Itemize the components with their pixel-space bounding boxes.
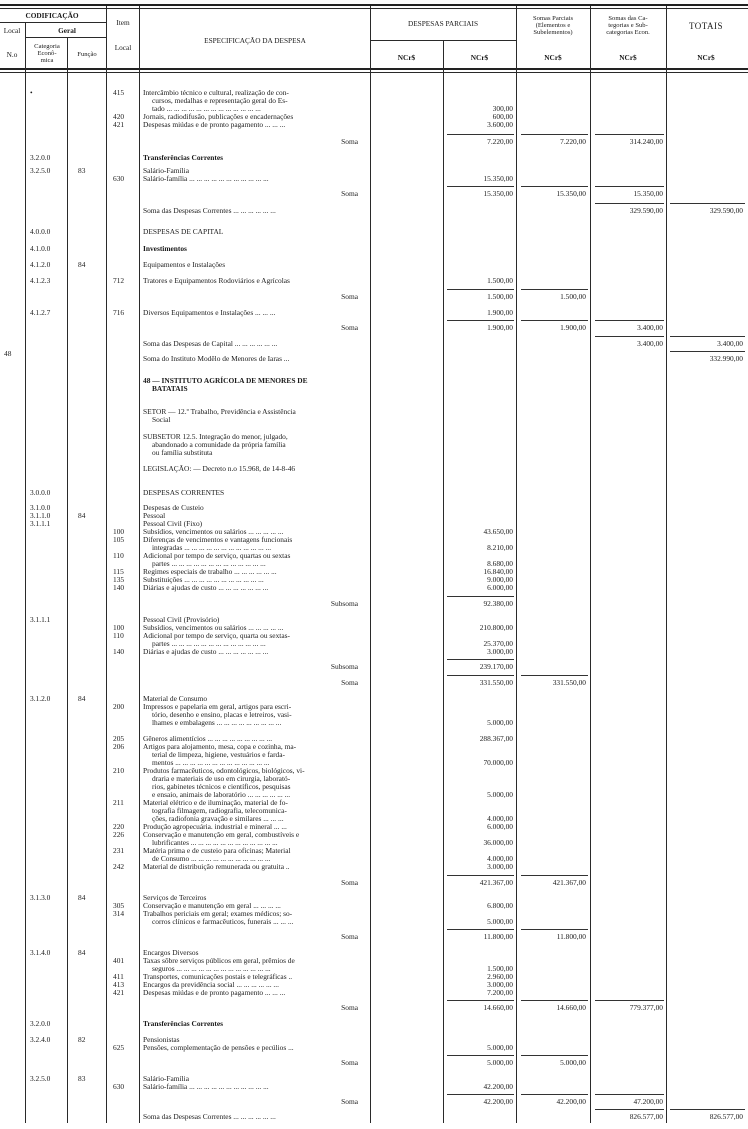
amount-sp: 1.900,00: [560, 323, 586, 332]
total-underline: [521, 1000, 588, 1001]
description-text: cursos, medalhas e representação geral do Es-: [152, 96, 288, 105]
col-line-3: [106, 6, 107, 1123]
category-code: 3.0.0.0: [30, 488, 51, 497]
category-code: 3.1.1.0: [30, 511, 51, 520]
description-text: Subsídios, vencimentos ou salários ... ... ... ... ...: [143, 527, 284, 536]
item-code: 305: [113, 901, 125, 910]
total-underline: [595, 320, 664, 321]
item-code: 625: [113, 1043, 125, 1052]
row-number: 48: [4, 349, 12, 358]
total-underline: [447, 675, 514, 676]
sum-label: Subsoma: [330, 662, 358, 671]
description-text: Social: [152, 415, 171, 424]
sum-label: Soma: [341, 292, 358, 301]
total-underline: [447, 875, 514, 876]
amount-p2: 92.380,00: [483, 599, 513, 608]
description-text: Soma das Despesas de Capital ... ... ... ... ... ...: [143, 339, 278, 348]
header-rule-geral: [25, 37, 106, 38]
description-text: Salário-família ... ... ... ... ... ... ... ... ... ... ...: [143, 1082, 269, 1091]
total-underline: [521, 186, 588, 187]
amount-sp: 42.200,00: [556, 1097, 586, 1106]
amount-p2: 1.900,00: [487, 323, 513, 332]
description-text: 48 — INSTITUTO AGRÍCOLA DE MENORES DE: [143, 376, 308, 385]
function-code: 84: [78, 948, 86, 957]
header-rule-bottom: [0, 68, 748, 70]
description-text: LEGISLAÇÃO: — Decreto n.o 15.968, de 14-8-46: [143, 464, 296, 473]
description-text: Soma do Instituto Modêlo de Menores de Iaras ...: [143, 354, 290, 363]
description-text: Salário-Família: [143, 1074, 189, 1083]
total-underline: [447, 929, 514, 930]
total-underline: [521, 675, 588, 676]
amount-p2: 42.200,00: [483, 1097, 513, 1106]
item-code: 206: [113, 742, 125, 751]
description-text: lhames e embalagens ... ... ... ... ... ... ... ... ...: [152, 718, 282, 727]
description-text: Transferências Correntes: [143, 153, 223, 162]
description-text: Soma das Despesas Correntes ... ... ... ... ... ...: [143, 206, 276, 215]
total-underline: [447, 1000, 514, 1001]
description-text: Gêneros alimentícios ... ... ... ... ... ... ... ... ...: [143, 734, 273, 743]
description-text: Encargos da previdência social ... ... ... ... ... ...: [143, 980, 279, 989]
item-code: 401: [113, 956, 125, 965]
amount-tot: 329.590,00: [709, 206, 743, 215]
header-no: N.o: [6, 50, 18, 59]
header-categoria-1: Categoria: [34, 43, 60, 50]
description-text: Adicional por tempo de serviço, quarta ou sextas-: [143, 631, 290, 640]
amount-sp: 331.550,00: [552, 678, 586, 687]
total-underline: [595, 186, 664, 187]
item-code: 100: [113, 623, 125, 632]
amount-tot: 826.577,00: [709, 1112, 743, 1121]
category-code: 3.2.5.0: [30, 166, 51, 175]
description-text: Adicional por tempo de serviço, quartas ou sextas: [143, 551, 291, 560]
total-underline: [595, 336, 664, 337]
description-text: draria e materiais de uso em cirurgia, laborató-: [152, 774, 291, 783]
total-underline: [595, 134, 664, 135]
amount-p2: 9.000,00: [487, 575, 513, 584]
description-text: Jornais, radiodifusão, publicações e encadernações: [143, 112, 294, 121]
function-code: 83: [78, 166, 86, 175]
description-text: Despesas de Custeio: [143, 503, 204, 512]
col-line-1: [25, 22, 26, 1123]
description-text: Investimentos: [143, 244, 187, 253]
amount-sc: 47.200,00: [633, 1097, 663, 1106]
amount-p2: 1.500,00: [487, 292, 513, 301]
amount-sc: 3.400,00: [637, 339, 663, 348]
amount-p2: 1.900,00: [487, 308, 513, 317]
amount-p2: 5.000,00: [487, 1058, 513, 1067]
category-code: 3.2.0.0: [30, 1019, 51, 1028]
header-somas-categorias-1: Somas das Ca-: [608, 15, 648, 22]
function-code: 84: [78, 694, 86, 703]
item-code: 630: [113, 174, 125, 183]
amount-p2: 43.650,00: [483, 527, 513, 536]
item-code: 421: [113, 988, 125, 997]
description-text: Serviços de Terceiros: [143, 893, 207, 902]
amount-p2: 300,00: [492, 104, 513, 113]
item-code: 205: [113, 734, 125, 743]
col-line-4: [139, 6, 140, 1123]
total-underline: [521, 1094, 588, 1095]
description-text: Matéria prima e de custeio para oficinas; Material: [143, 846, 291, 855]
total-underline: [447, 596, 514, 597]
description-text: Produtos farmacêuticos, odontológicos, biológicos, vi-: [143, 766, 305, 775]
header-rule-codif: [0, 22, 106, 23]
amount-p2: 5.000,00: [487, 1043, 513, 1052]
sum-label: Subsoma: [330, 599, 358, 608]
item-code: 135: [113, 575, 125, 584]
amount-p2: 4.000,00: [487, 814, 513, 823]
amount-p2: 2.960,00: [487, 972, 513, 981]
item-code: 115: [113, 567, 124, 576]
amount-sp: 5.000,00: [560, 1058, 586, 1067]
amount-sp: 7.220,00: [560, 137, 586, 146]
amount-sc: 314.240,00: [629, 137, 663, 146]
total-underline: [447, 1055, 514, 1056]
description-text: Diversos Equipamentos e Instalações ... ... ...: [143, 308, 276, 317]
description-text: SETOR — 12.º Trabalho, Previdência e Assistência: [143, 407, 296, 416]
item-code: 140: [113, 647, 125, 656]
header-categoria-3: mica: [40, 57, 54, 64]
col-line-8: [590, 6, 591, 1123]
total-underline: [670, 203, 745, 204]
item-code: 100: [113, 527, 125, 536]
description-text: mentos ... ... ... ... ... ... ... ... ... ... ... ... ...: [152, 758, 270, 767]
category-code: 3.1.3.0: [30, 893, 51, 902]
total-underline: [521, 134, 588, 135]
amount-p2: 3.000,00: [487, 980, 513, 989]
total-underline: [595, 1000, 664, 1001]
sum-label: Soma: [341, 323, 358, 332]
amount-p2: 14.660,00: [483, 1003, 513, 1012]
sum-label: Soma: [341, 1058, 358, 1067]
description-text: Pessoal Civil (Provisório): [143, 615, 220, 624]
description-text: ou família substituta: [152, 448, 213, 457]
description-text: e ensaio, animais de laboratório ... ... ... ... ... ...: [152, 790, 291, 799]
amount-p2: 3.000,00: [487, 647, 513, 656]
amount-p2: 3.600,00: [487, 120, 513, 129]
amount-p2: 288.367,00: [479, 734, 513, 743]
description-text: Transferências Correntes: [143, 1019, 223, 1028]
description-text: Regimes especiais de trabalho ... ... ... ... ... ...: [143, 567, 277, 576]
amount-sp: 14.660,00: [556, 1003, 586, 1012]
amount-sp: 11.800,00: [556, 932, 586, 941]
sum-label: Soma: [341, 678, 358, 687]
category-code: 3.2.0.0: [30, 153, 51, 162]
description-text: SUBSETOR 12.5. Integração do menor, julgado,: [143, 432, 288, 441]
category-code: 3.1.4.0: [30, 948, 51, 957]
total-underline: [595, 1094, 664, 1095]
description-text: lubrificantes ... ... ... ... ... ... ... ... ... ... ... ...: [152, 838, 278, 847]
description-text: Produção agropecuária. industrial e mineral ... ...: [143, 822, 287, 831]
description-text: seguros ... ... ... ... ... ... ... ... ... ... ... ... ...: [152, 964, 271, 973]
description-text: Intercâmbio técnico e cultural, realização de con-: [143, 88, 289, 97]
total-underline: [670, 1109, 745, 1110]
header-rule-bottom-thin: [0, 72, 748, 73]
amount-sc: 826.577,00: [629, 1112, 663, 1121]
item-code: 712: [113, 276, 125, 285]
header-somas-parciais-3: Subelementos): [533, 29, 573, 36]
total-underline: [521, 320, 588, 321]
header-totais: TOTAIS: [688, 21, 724, 31]
description-text: DESPESAS DE CAPITAL: [143, 227, 224, 236]
description-text: Material de distribuição remunerada ou gratuita ..: [143, 862, 290, 871]
amount-p2: 8.210,00: [487, 543, 513, 552]
total-underline: [447, 1094, 514, 1095]
item-code: 226: [113, 830, 125, 839]
total-underline: [447, 320, 514, 321]
item-code: 211: [113, 798, 124, 807]
currency-p2: NCr$: [470, 53, 489, 62]
item-code: 110: [113, 631, 124, 640]
amount-p2: 6.000,00: [487, 822, 513, 831]
amount-sp: 15.350,00: [556, 189, 586, 198]
description-text: de Consumo ... ... ... ... ... ... ... ... ... ... ...: [152, 854, 271, 863]
amount-sc: 15.350,00: [633, 189, 663, 198]
top-rule-thin: [0, 8, 748, 9]
amount-p2: 6.000,00: [487, 583, 513, 592]
amount-p2: 7.220,00: [487, 137, 513, 146]
sum-label: Soma: [341, 189, 358, 198]
description-text: Equipamentos e Instalações: [143, 260, 226, 269]
description-text: Diárias e ajudas de custo ... ... ... ... ... ... ...: [143, 583, 269, 592]
header-codificacao: CODIFICAÇÃO: [25, 11, 79, 20]
amount-p2: 16.840,00: [483, 567, 513, 576]
amount-p2: 210.800,00: [479, 623, 513, 632]
description-text: DESPESAS CORRENTES: [143, 488, 225, 497]
item-code: 242: [113, 862, 125, 871]
item-code: 140: [113, 583, 125, 592]
total-underline: [447, 289, 514, 290]
total-underline: [447, 134, 514, 135]
description-text: tado ... ... ... ... ... ... ... ... ... ... ... ... ...: [152, 104, 261, 113]
header-somas-parciais-2: (Elementos e: [535, 22, 571, 29]
description-text: Salário-Família: [143, 166, 189, 175]
amount-p2: 15.350,00: [483, 189, 513, 198]
sum-label: Soma: [341, 878, 358, 887]
currency-tot: NCr$: [697, 53, 715, 62]
col-line-7: [516, 6, 517, 1123]
description-text: ções, radiofonia gravação e similares ... ... ...: [152, 814, 284, 823]
total-underline: [447, 186, 514, 187]
description-text: Material de Consumo: [143, 694, 208, 703]
category-code: 4.1.2.0: [30, 260, 51, 269]
category-code: 3.2.4.0: [30, 1035, 51, 1044]
col-line-9: [666, 6, 667, 1123]
amount-p2: 421.367,00: [479, 878, 513, 887]
item-code: 716: [113, 308, 125, 317]
total-underline: [521, 875, 588, 876]
description-text: Artigos para alojamento, mesa, copa e cozinha, ma-: [143, 742, 297, 751]
description-text: Pessoal: [143, 511, 166, 520]
description-text: Material elétrico e de iluminação, material de fo-: [143, 798, 288, 807]
amount-p2: 1.500,00: [487, 276, 513, 285]
header-somas-categorias-3: categorias Econ.: [606, 29, 650, 36]
amount-p2: 3.000,00: [487, 862, 513, 871]
total-underline: [521, 1055, 588, 1056]
header-somas-parciais-1: Somas Parciais: [532, 15, 574, 22]
category-code: 3.1.0.0: [30, 503, 51, 512]
header-categoria-2: Econô-: [37, 50, 57, 57]
description-text: Soma das Despesas Correntes ... ... ... ... ... ...: [143, 1112, 276, 1121]
category-code: 3.1.1.1: [30, 615, 51, 624]
amount-sc: 3.400,00: [637, 323, 663, 332]
amount-p2: 7.200,00: [487, 988, 513, 997]
description-text: Diárias e ajudas de custo ... ... ... ... ... ... ...: [143, 647, 269, 656]
amount-sp: 1.500,00: [560, 292, 586, 301]
amount-p2: 331.550,00: [479, 678, 513, 687]
total-underline: [595, 1109, 664, 1110]
description-text: Impressos e papelaria em geral, artigos para escri-: [143, 702, 292, 711]
currency-sp: NCr$: [544, 53, 562, 62]
sum-label: Soma: [341, 1003, 358, 1012]
function-code: 84: [78, 893, 86, 902]
header-geral: Geral: [58, 26, 76, 35]
function-code: 82: [78, 1035, 86, 1044]
description-text: Pessoal Civil (Fixo): [143, 519, 203, 528]
amount-p2: 5.000,00: [487, 917, 513, 926]
amount-p2: 15.350,00: [483, 174, 513, 183]
description-text: Pensionistas: [143, 1035, 180, 1044]
total-underline: [521, 929, 588, 930]
header-item: Item: [116, 18, 130, 27]
item-code: 420: [113, 112, 125, 121]
description-text: partes ... ... ... ... ... ... ... ... ... ... ... ... ...: [152, 639, 266, 648]
amount-p2: 70.000,00: [483, 758, 513, 767]
item-code: 110: [113, 551, 124, 560]
description-text: BATATAIS: [152, 384, 188, 393]
header-despesas-parciais: DESPESAS PARCIAIS: [407, 19, 479, 28]
amount-p2: 36.000,00: [483, 838, 513, 847]
description-text: Tratores e Equipamentos Rodoviários e Agrícolas: [143, 276, 290, 285]
item-code: 413: [113, 980, 125, 989]
amount-p2: 42.200,00: [483, 1082, 513, 1091]
header-item-local: Local: [114, 43, 132, 52]
header-funcao: Função: [77, 51, 97, 58]
amount-p2: 8.680,00: [487, 559, 513, 568]
function-code: 83: [78, 1074, 86, 1083]
amount-p2: 6.800,00: [487, 901, 513, 910]
amount-p2: 600,00: [492, 112, 513, 121]
description-text: Trabalhos periciais em geral; exames médicos; so-: [143, 909, 293, 918]
item-code: 415: [113, 88, 125, 97]
currency-sc: NCr$: [619, 53, 637, 62]
top-rule: [0, 4, 748, 6]
total-underline: [595, 203, 664, 204]
function-code: 84: [78, 511, 86, 520]
col-line-5: [370, 6, 371, 1123]
description-text: abandonado a comunidade da própria família: [152, 440, 286, 449]
item-code: 210: [113, 766, 125, 775]
amount-p2: 11.800,00: [483, 932, 513, 941]
sum-label: Soma: [341, 932, 358, 941]
item-code: 105: [113, 535, 125, 544]
description-text: integradas ... ... ... ... ... ... ... ... ... ... ... ...: [152, 543, 272, 552]
description-text: Despesas miúdas e de pronto pagamento ... ... ...: [143, 120, 286, 129]
description-text: Subsídios, vencimentos ou salários ... ... ... ... ...: [143, 623, 284, 632]
description-text: Conservação e manutenção em geral, combustíveis e: [143, 830, 300, 839]
category-code: 4.0.0.0: [30, 227, 51, 236]
item-code: 220: [113, 822, 125, 831]
amount-p2: 4.000,00: [487, 854, 513, 863]
col-line-6: [443, 40, 444, 1123]
description-text: Pensões, complementação de pensões e pecúlios ...: [143, 1043, 294, 1052]
amount-p2: 239.170,00: [479, 662, 513, 671]
category-code: 3.1.2.0: [30, 694, 51, 703]
total-underline: [521, 289, 588, 290]
category-code: 3.1.1.1: [30, 519, 51, 528]
header-somas-categorias-2: tegorias e Sub-: [608, 22, 648, 29]
header-local: Local: [3, 26, 21, 35]
description-text: Transportes, comunicações postais e telegráficas ..: [143, 972, 293, 981]
total-underline: [670, 351, 745, 352]
amount-tot: 3.400,00: [717, 339, 743, 348]
description-text: rios, gabinetes técnicos e científicos, pesquisas: [152, 782, 291, 791]
description-text: Despesas miúdas e de pronto pagamento ... ... ...: [143, 988, 286, 997]
header-especificacao: ESPECIFICAÇÃO DA DESPESA: [204, 36, 306, 45]
description-text: Conservação e manutenção em geral ... ... ... ...: [143, 901, 281, 910]
amount-p2: 5.000,00: [487, 718, 513, 727]
category-code: 4.1.2.3: [30, 276, 51, 285]
description-text: Salário-família ... ... ... ... ... ... ... ... ... ... ...: [143, 174, 269, 183]
amount-tot: 332.990,00: [709, 354, 743, 363]
col-line-2: [67, 37, 68, 1123]
description-text: Taxas sôbre serviços públicos em geral, prêmios de: [143, 956, 295, 965]
total-underline: [670, 336, 745, 337]
amount-p2: 25.370,00: [483, 639, 513, 648]
item-code: 421: [113, 120, 125, 129]
sum-label: Soma: [341, 137, 358, 146]
category-code: 3.2.5.0: [30, 1074, 51, 1083]
description-text: corros clínicos e farmacêuticos, funerais ... ... ...: [152, 917, 294, 926]
category-code: 4.1.2.7: [30, 308, 51, 317]
total-underline: [447, 659, 514, 660]
description-text: Encargos Diversos: [143, 948, 199, 957]
item-code: 200: [113, 702, 125, 711]
item-code: 231: [113, 846, 125, 855]
amount-sc: 329.590,00: [629, 206, 663, 215]
description-text: Substituições ... ... ... ... ... ... ... ... ... ... ...: [143, 575, 264, 584]
function-code: 84: [78, 260, 86, 269]
amount-p2: 1.500,00: [487, 964, 513, 973]
description-text: tografia filmagem, radiografia, telecomunica-: [152, 806, 287, 815]
item-code: 314: [113, 909, 125, 918]
description-text: terial de limpeza, higiene, vestuários e farda-: [152, 750, 285, 759]
description-text: Diferenças de vencimentos e vantagens funcionais: [143, 535, 293, 544]
amount-p2: 5.000,00: [487, 790, 513, 799]
item-code: 411: [113, 972, 124, 981]
description-text: partes ... ... ... ... ... ... ... ... ... ... ... ... ...: [152, 559, 266, 568]
amount-sc: 779.377,00: [629, 1003, 663, 1012]
sum-label: Soma: [341, 1097, 358, 1106]
currency-p1: NCr$: [397, 53, 416, 62]
description-text: tório, desenho e ensino, placas e letreiros, vasi-: [152, 710, 292, 719]
amount-sp: 421.367,00: [552, 878, 586, 887]
item-code: 630: [113, 1082, 125, 1091]
category-code: 4.1.0.0: [30, 244, 51, 253]
category-code: •: [30, 88, 33, 97]
